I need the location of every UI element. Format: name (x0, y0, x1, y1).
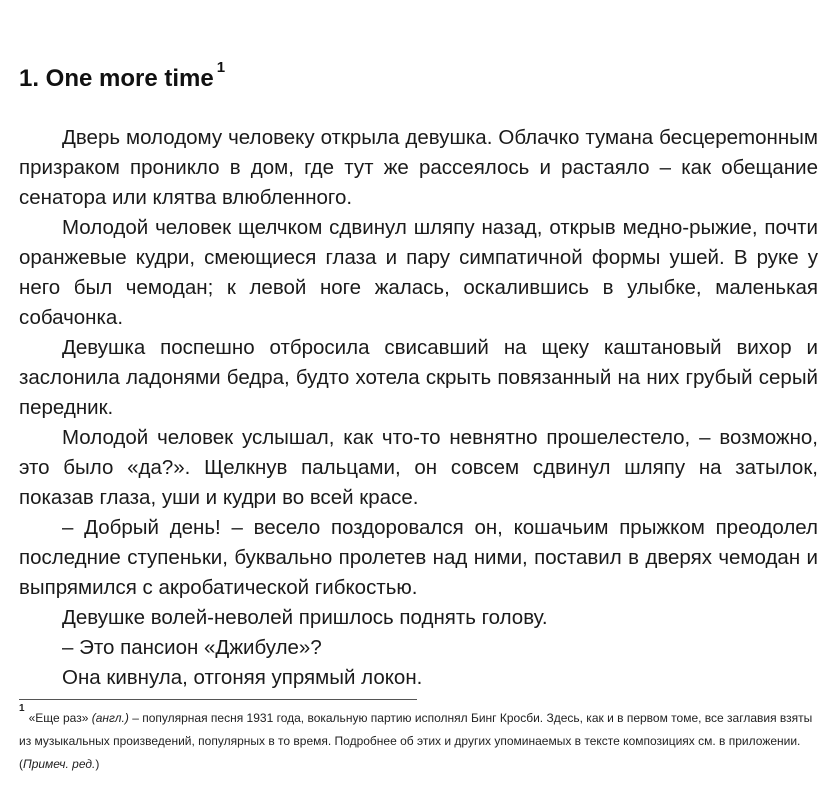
footnote-editor-open: ( (19, 757, 23, 771)
paragraph-8: Она кивнула, отгоняя упрямый локон. (62, 666, 423, 689)
footnote-editor-close: ) (95, 757, 100, 771)
footnote (19, 703, 819, 776)
chapter-title (19, 59, 226, 94)
chapter-title-text: 1. One more time (19, 65, 214, 92)
paragraph-7: – Это пансион «Джибуле»? (62, 636, 322, 659)
footnote-body: – популярная песня 1931 года, вокальную партию исполнял Бинг Кросби. Здесь, как и в первом томе, все заглавия взяты из музыкальных произведений, популярных в то время. Подробнее об этих и других упоминаемых в тексте композициях см. в приложении. (19, 711, 813, 748)
paragraph-4: Молодой человек услышал, как что-то невнятно прошелестело, – возможно, это было «да?». Щелкнув пальцами, он совсем сдвинул шляпу на затылок, показав глаза, уши и кудри во всей красе. (19, 426, 818, 509)
body-text (19, 123, 818, 693)
footnote-editor-note: Примеч. ред. (23, 757, 96, 771)
footnote-text (19, 703, 819, 776)
paragraph-6: Девушке волей-неволей пришлось поднять голову. (62, 606, 548, 629)
paragraph-1: Дверь молодому человеку открыла девушка. Облачко тумана бесцереmонным призраком проникло в дом, где тут же рассеялось и растаяло – как обещание сенатора или клятва влюбленного. (19, 126, 818, 209)
paragraph-2: Молодой человек щелчком сдвинул шляпу назад, открыв медно-рыжие, почти оранжевые кудри, смеющиеся глаза и пару симпатичной формы ушей. В руке у него был чемодан; к левой ноге жалась, оскалившись в улыбке, маленькая собачонка. (19, 216, 818, 329)
paragraph-5: – Добрый день! – весело поздоровался он, кошачьим прыжком преодолел последние ступеньки, буквально пролетев над ними, поставил в дверях чемодан и выпрямился с акробатической гибкостью. (19, 516, 818, 599)
footnote-divider (19, 699, 417, 700)
footnote-reference[interactable]: 1 (216, 59, 226, 76)
footnote-quote: «Еще раз» (28, 711, 89, 725)
paragraph-3: Девушка поспешно отбросила свисавший на щеку каштановый вихор и заслонила ладонями бедра, будто хотела скрыть повязанный на них грубый серый передник. (19, 336, 818, 419)
footnote-number: 1 (19, 703, 25, 714)
footnote-language: (англ.) (91, 711, 129, 725)
